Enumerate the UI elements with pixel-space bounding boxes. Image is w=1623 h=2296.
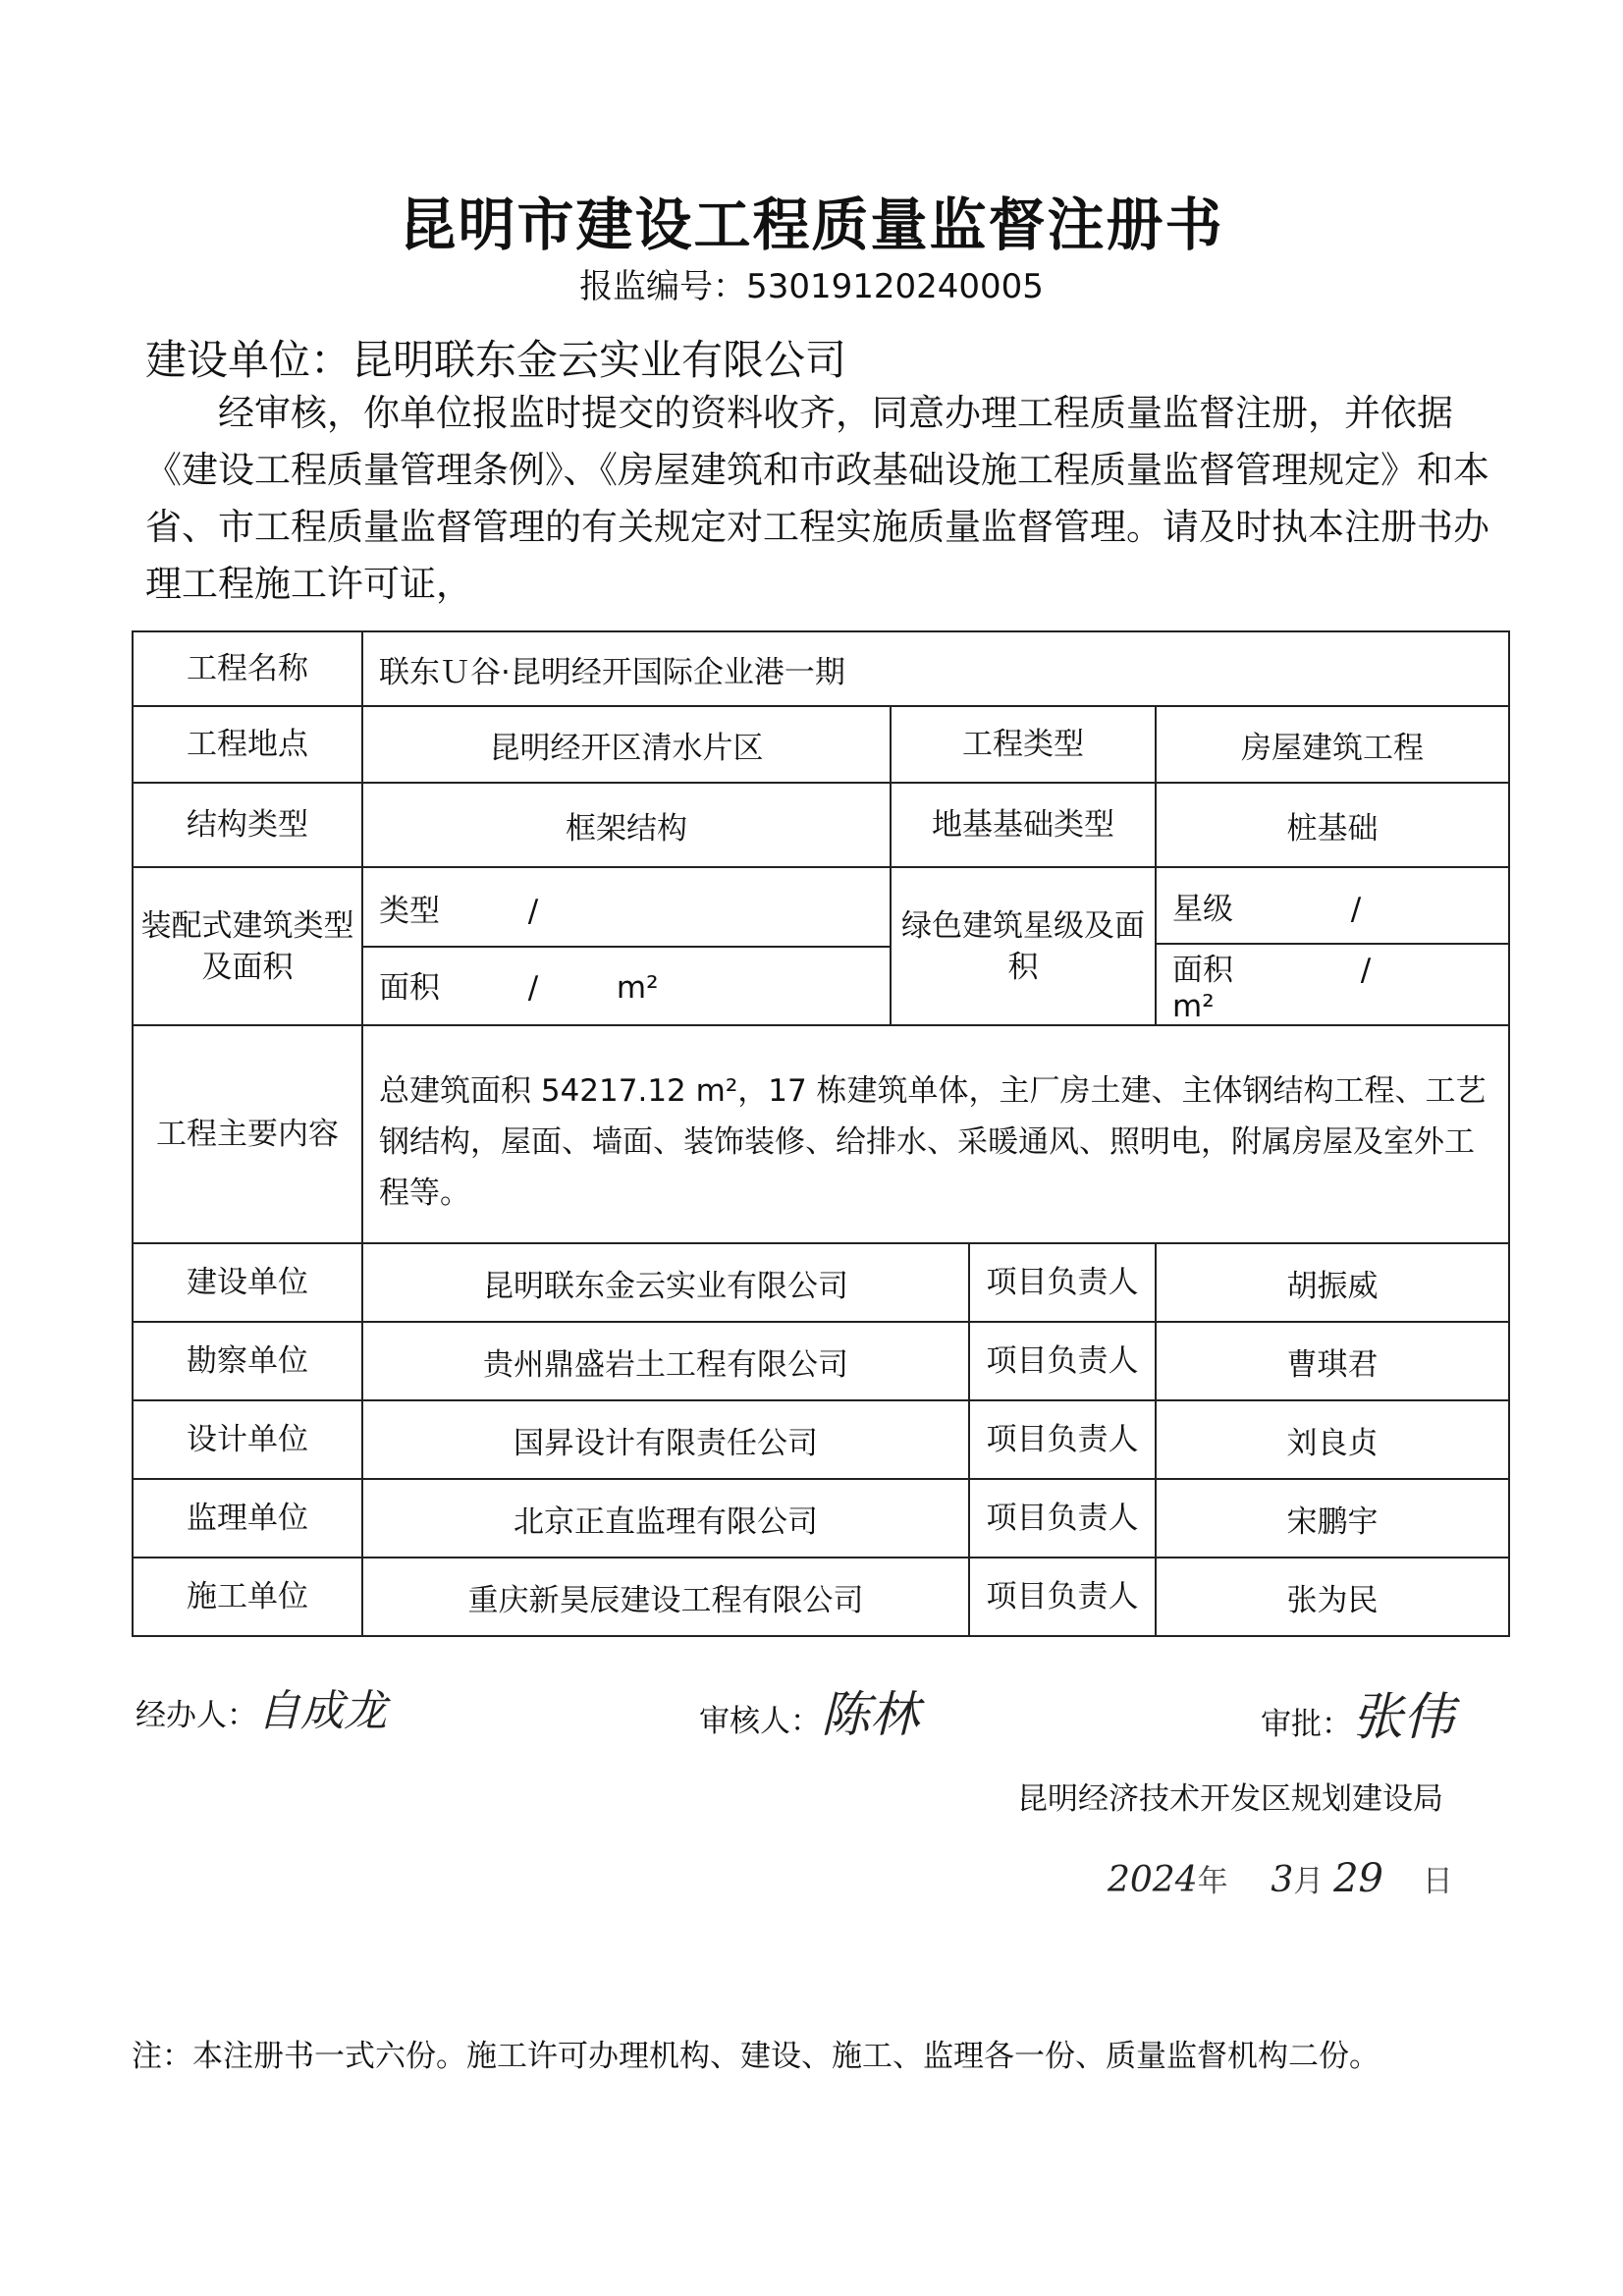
party-company: 重庆新昊辰建设工程有限公司 (362, 1558, 969, 1636)
approver-signature-block (1261, 1675, 1454, 1749)
party-row (133, 1479, 1509, 1558)
party-responsible-label: 项目负责人 (969, 1558, 1156, 1636)
date-year-suffix: 年 (1197, 1864, 1228, 1899)
party-row (133, 1400, 1509, 1479)
location-label: 工程地点 (133, 706, 362, 783)
prefab-area-value: / (527, 970, 539, 1006)
registration-table (132, 630, 1510, 1637)
green-area-label: 面积 (1172, 953, 1233, 988)
party-row (133, 1558, 1509, 1636)
content-label: 工程主要内容 (133, 1025, 362, 1243)
party-role: 设计单位 (133, 1400, 362, 1479)
prefab-area-label: 面积 (379, 970, 440, 1006)
reviewer-signature-block (699, 1675, 919, 1746)
reviewer-signature: 陈林 (821, 1686, 919, 1743)
footnote: 注：本注册书一式六份。施工许可办理机构、建设、施工、监理各一份、质量监督机构二份。 (132, 2039, 1380, 2074)
structure-label: 结构类型 (133, 783, 362, 867)
intro-paragraph: 经审核，你单位报监时提交的资料收齐，同意办理工程质量监督注册，并依据《建设工程质量管理条例》、《房屋建筑和市政基础设施工程质量监督管理规定》和本省、市工程质量监督管理的有关规定对工程实施质量监督管理。请及时执本注册书办理工程施工许可证， (145, 392, 1489, 605)
handler-label: 经办人： (135, 1698, 257, 1733)
approver-label: 审批： (1261, 1707, 1352, 1742)
prefab-area-unit: m² (616, 970, 659, 1006)
green-star-label: 星级 (1172, 891, 1233, 927)
party-company: 昆明联东金云实业有限公司 (362, 1243, 969, 1322)
party-role: 监理单位 (133, 1479, 362, 1558)
party-row (133, 1322, 1509, 1400)
party-responsible-label: 项目负责人 (969, 1400, 1156, 1479)
handler-signature: 自成龙 (257, 1686, 387, 1736)
issue-date (1108, 1856, 1453, 1901)
party-company: 北京正直监理有限公司 (362, 1479, 969, 1558)
project-name-label: 工程名称 (133, 631, 362, 706)
construction-unit-value: 昆明联东金云实业有限公司 (352, 336, 847, 384)
party-responsible-label: 项目负责人 (969, 1479, 1156, 1558)
construction-unit-line (145, 328, 846, 387)
date-year: 2024 (1108, 1860, 1198, 1900)
green-building-detail (1157, 868, 1508, 1024)
green-area-unit: m² (1172, 989, 1215, 1024)
date-month: 3 (1271, 1860, 1294, 1900)
construction-unit-label: 建设单位： (145, 336, 352, 384)
foundation-label: 地基基础类型 (891, 783, 1156, 867)
party-person: 张为民 (1156, 1558, 1509, 1636)
issuing-authority: 昆明经济技术开发区规划建设局 (1017, 1781, 1443, 1817)
location-value: 昆明经开区清水片区 (362, 706, 891, 783)
date-day-suffix: 日 (1422, 1864, 1453, 1899)
party-person: 曹琪君 (1156, 1322, 1509, 1400)
prefab-detail (363, 871, 890, 1022)
prefab-label: 装配式建筑类型及面积 (133, 867, 362, 1025)
party-company: 国昇设计有限责任公司 (362, 1400, 969, 1479)
project-type-label: 工程类型 (891, 706, 1156, 783)
registration-number: 报监编号：53019120240005 (579, 267, 1044, 306)
green-building-label: 绿色建筑星级及面积 (891, 867, 1156, 1025)
party-person: 胡振威 (1156, 1243, 1509, 1322)
date-day: 29 (1333, 1856, 1384, 1901)
green-area-value: / (1360, 953, 1372, 988)
reviewer-label: 审核人： (699, 1704, 821, 1739)
party-role: 建设单位 (133, 1243, 362, 1322)
party-person: 刘良贞 (1156, 1400, 1509, 1479)
prefab-type-value: / (527, 894, 539, 929)
party-role: 勘察单位 (133, 1322, 362, 1400)
structure-value: 框架结构 (362, 783, 891, 867)
green-star-value: / (1350, 891, 1362, 927)
page-title: 昆明市建设工程质量监督注册书 (399, 191, 1224, 258)
date-month-suffix: 月 (1293, 1864, 1325, 1899)
approver-signature: 张伟 (1352, 1688, 1455, 1747)
party-company: 贵州鼎盛岩土工程有限公司 (362, 1322, 969, 1400)
content-value: 总建筑面积 54217.12 m²，17 栋建筑单体，主厂房土建、主体钢结构工程、工艺钢结构，屋面、墙面、装饰装修、给排水、采暖通风、照明电，附属房屋及室外工程等。 (362, 1025, 1509, 1243)
party-responsible-label: 项目负责人 (969, 1243, 1156, 1322)
party-responsible-label: 项目负责人 (969, 1322, 1156, 1400)
project-type-value: 房屋建筑工程 (1156, 706, 1509, 783)
handler-signature-block (135, 1675, 387, 1738)
foundation-value: 桩基础 (1156, 783, 1509, 867)
party-person: 宋鹏宇 (1156, 1479, 1509, 1558)
party-row (133, 1243, 1509, 1322)
party-role: 施工单位 (133, 1558, 362, 1636)
prefab-type-label: 类型 (379, 894, 440, 929)
project-name-value: 联东Ｕ谷·昆明经开国际企业港一期 (362, 631, 1509, 706)
